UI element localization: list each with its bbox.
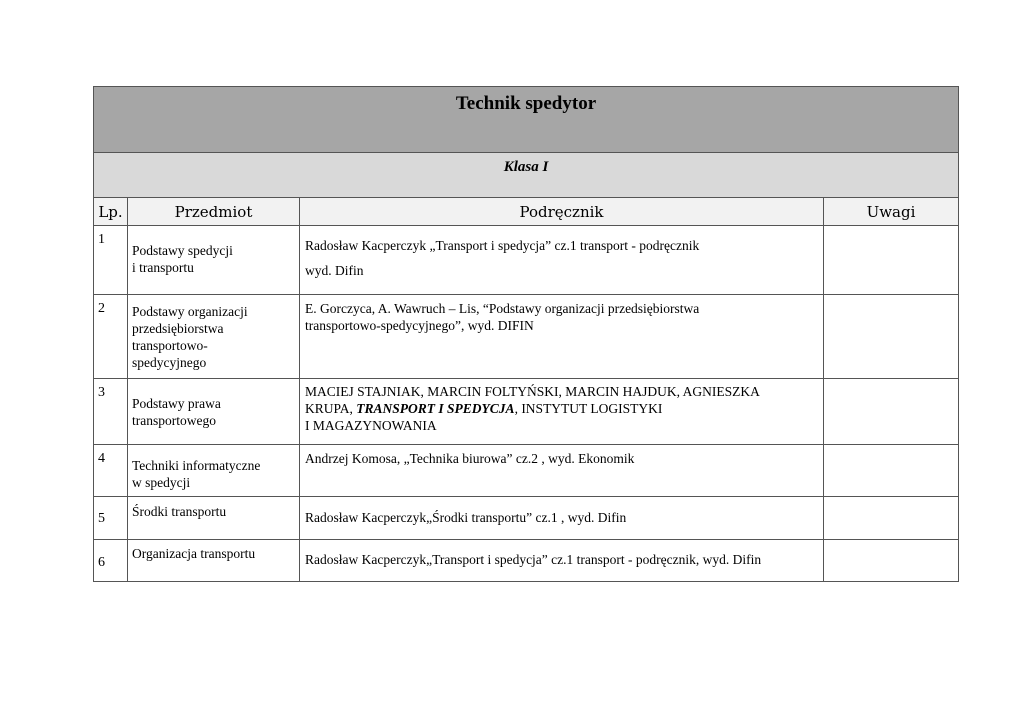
textbook-line: Radosław Kacperczyk„Transport i spedycja” cz.1 transport - podręcznik, wyd. Difin bbox=[305, 552, 762, 567]
subject-cell bbox=[128, 379, 300, 445]
subject-cell bbox=[128, 295, 300, 379]
textbook-cell bbox=[300, 295, 824, 379]
textbook-cell bbox=[300, 540, 824, 582]
subject-line: Podstawy organizacji bbox=[132, 304, 248, 319]
subject-line: transportowo- bbox=[132, 338, 208, 353]
subject-line: spedycyjnego bbox=[132, 355, 207, 370]
subject-line: transportowego bbox=[132, 413, 216, 428]
textbook-line: Radosław Kacperczyk„Środki transportu” cz.1 , wyd. Difin bbox=[305, 510, 627, 525]
textbook-line: KRUPA, TRANSPORT I SPEDYCJA, INSTYTUT LOGISTYKI bbox=[305, 401, 663, 416]
textbook-line: transportowo-spedycyjnego”, wyd. DIFIN bbox=[305, 318, 534, 333]
subject-cell bbox=[128, 226, 300, 295]
subject-line: Organizacja transportu bbox=[132, 546, 256, 561]
column-header-lp: Lp. bbox=[94, 198, 128, 226]
textbook-publisher: wyd. Difin bbox=[305, 263, 364, 278]
textbook-cell bbox=[300, 445, 824, 497]
subject-line: Środki transportu bbox=[132, 504, 227, 519]
subject-line: Techniki informatyczne bbox=[132, 458, 261, 473]
row-number: 3 bbox=[94, 379, 128, 445]
textbook-table bbox=[93, 86, 959, 582]
textbook-title-emphasis: TRANSPORT I SPEDYCJA bbox=[356, 401, 515, 416]
class-label: Klasa I bbox=[94, 153, 959, 198]
notes-cell bbox=[824, 226, 959, 295]
subject-cell bbox=[128, 497, 300, 540]
notes-cell bbox=[824, 379, 959, 445]
table-row bbox=[94, 445, 959, 497]
textbook-line: MACIEJ STAJNIAK, MARCIN FOLTYŃSKI, MARCIN HAJDUK, AGNIESZKA bbox=[305, 384, 760, 399]
table-row bbox=[94, 540, 959, 582]
subject-line: Podstawy prawa bbox=[132, 396, 221, 411]
notes-cell bbox=[824, 497, 959, 540]
textbook-line: Radosław Kacperczyk „Transport i spedycja” cz.1 transport - podręcznik bbox=[305, 238, 700, 253]
subject-line: Podstawy spedycji bbox=[132, 243, 233, 258]
table-row bbox=[94, 295, 959, 379]
column-header-subject: Przedmiot bbox=[128, 198, 300, 226]
table-header-row bbox=[94, 198, 959, 226]
row-number: 5 bbox=[94, 497, 128, 540]
textbook-line: I MAGAZYNOWANIA bbox=[305, 418, 437, 433]
notes-cell bbox=[824, 295, 959, 379]
row-number: 1 bbox=[94, 226, 128, 295]
column-header-notes: Uwagi bbox=[824, 198, 959, 226]
row-number: 4 bbox=[94, 445, 128, 497]
notes-cell bbox=[824, 445, 959, 497]
textbook-cell bbox=[300, 379, 824, 445]
subject-cell bbox=[128, 540, 300, 582]
document-title: Technik spedytor bbox=[94, 87, 959, 153]
textbook-line: Andrzej Komosa, „Technika biurowa” cz.2 , wyd. Ekonomik bbox=[305, 451, 635, 466]
textbook-cell bbox=[300, 226, 824, 295]
table-row bbox=[94, 379, 959, 445]
textbook-line: E. Gorczyca, A. Wawruch – Lis, “Podstawy organizacji przedsiębiorstwa bbox=[305, 301, 700, 316]
subject-line: w spedycji bbox=[132, 475, 191, 490]
textbook-cell bbox=[300, 497, 824, 540]
table-row bbox=[94, 497, 959, 540]
row-number: 2 bbox=[94, 295, 128, 379]
notes-cell bbox=[824, 540, 959, 582]
row-number: 6 bbox=[94, 540, 128, 582]
subject-line: i transportu bbox=[132, 260, 194, 275]
table-row bbox=[94, 226, 959, 295]
subject-line: przedsiębiorstwa bbox=[132, 321, 224, 336]
subject-cell bbox=[128, 445, 300, 497]
column-header-textbook: Podręcznik bbox=[300, 198, 824, 226]
